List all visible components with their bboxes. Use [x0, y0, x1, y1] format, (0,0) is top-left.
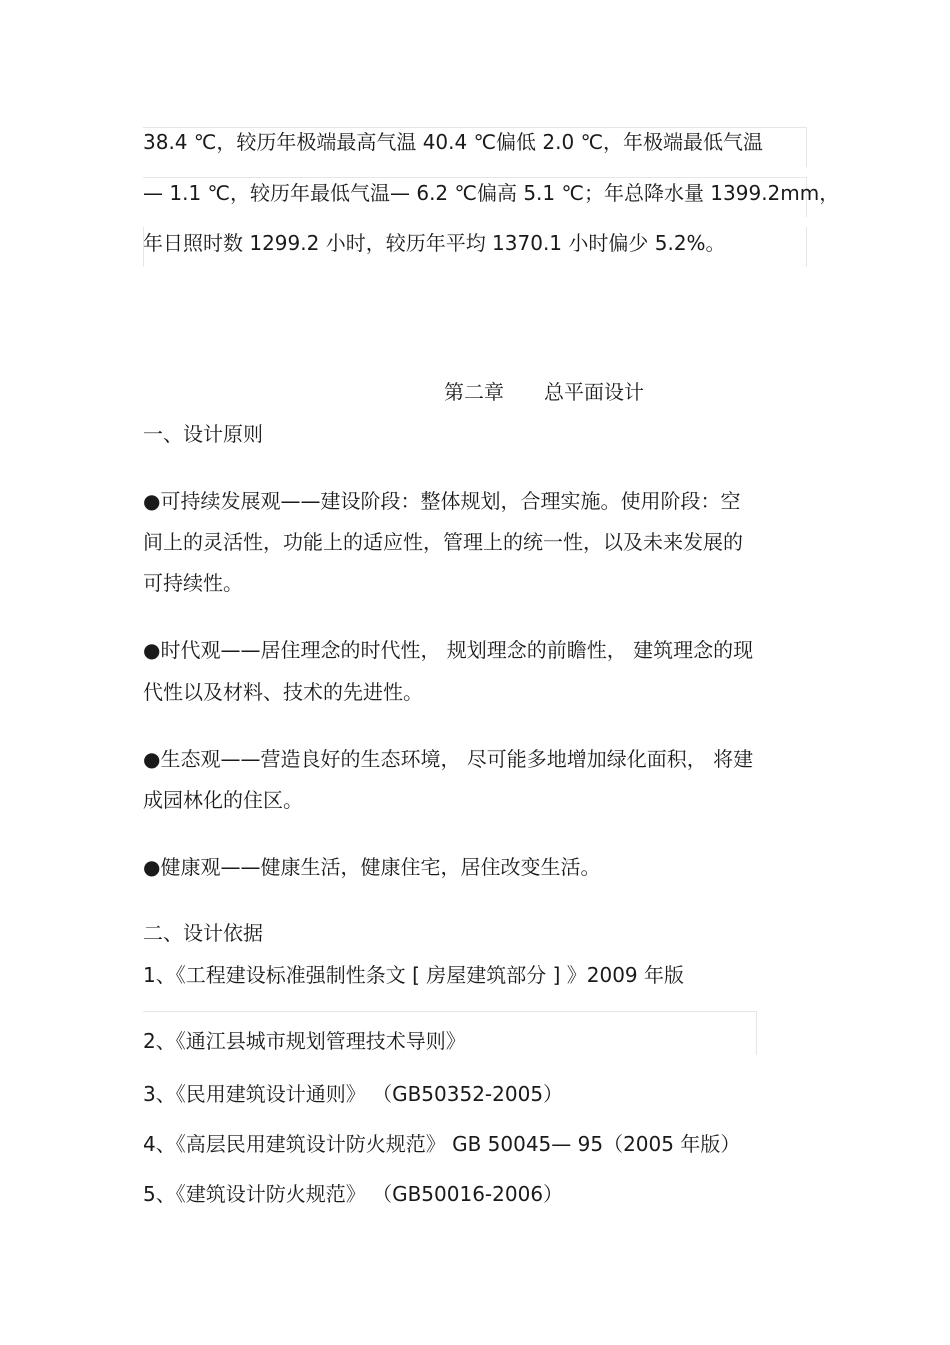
principle-sustainable-l2: 间上的灵活性，功能上的适应性，管理上的统一性，以及未来发展的 — [143, 530, 743, 554]
intro-border-mid — [143, 177, 807, 178]
principle-eco-l1: ●生态观——营造良好的生态环境， 尽可能多地增加绿化面积， 将建 — [143, 747, 754, 771]
principle-sustainable-l1: ●可持续发展观——建设阶段：整体规划，合理实施。使用阶段：空 — [143, 489, 741, 513]
principle-eco-l2: 成园林化的住区。 — [143, 788, 303, 812]
section-heading-principles: 一、设计原则 — [143, 422, 263, 446]
basis-item-5: 5、《建筑设计防火规范》 （GB50016-2006） — [143, 1182, 564, 1206]
basis-item-1: 1、《工程建设标准强制性条文 [ 房屋建筑部分 ] 》2009 年版 — [143, 963, 685, 987]
principle-health-l1: ●健康观——健康生活，健康住宅，居住改变生活。 — [143, 855, 601, 879]
basis-item-2: 2、《通江县城市规划管理技术导则》 — [143, 1029, 466, 1053]
intro-line-2: — 1.1 ℃，较历年最低气温— 6.2 ℃偏高 5.1 ℃；年总降水量 1399.2mm， — [143, 181, 840, 205]
intro-line-3: 年日照时数 1299.2 小时，较历年平均 1370.1 小时偏少 5.2%。 — [143, 231, 726, 255]
intro-border-right — [806, 127, 807, 167]
principle-era-l1: ●时代观——居住理念的时代性， 规划理念的前瞻性， 建筑理念的现 — [143, 638, 754, 662]
principle-era-l2: 代性以及材料、技术的先进性。 — [143, 680, 423, 704]
intro-border-right-3 — [806, 227, 807, 267]
basis-item-4: 4、《高层民用建筑设计防火规范》 GB 50045— 95（2005 年版） — [143, 1132, 741, 1156]
basis-item-3: 3、《民用建筑设计通则》 （GB50352-2005） — [143, 1082, 564, 1106]
section-heading-basis: 二、设计依据 — [143, 921, 263, 945]
chapter-title — [444, 378, 644, 406]
intro-line-1: 38.4 ℃，较历年极端最高气温 40.4 ℃偏低 2.0 ℃，年极端最低气温 — [143, 130, 764, 154]
chapter-name: 总平面设计 — [544, 380, 644, 404]
chapter-number: 第二章 — [444, 380, 504, 404]
principle-sustainable-l3: 可持续性。 — [143, 571, 243, 595]
basis-border-right — [756, 1011, 757, 1055]
basis-border-top — [143, 1011, 756, 1012]
